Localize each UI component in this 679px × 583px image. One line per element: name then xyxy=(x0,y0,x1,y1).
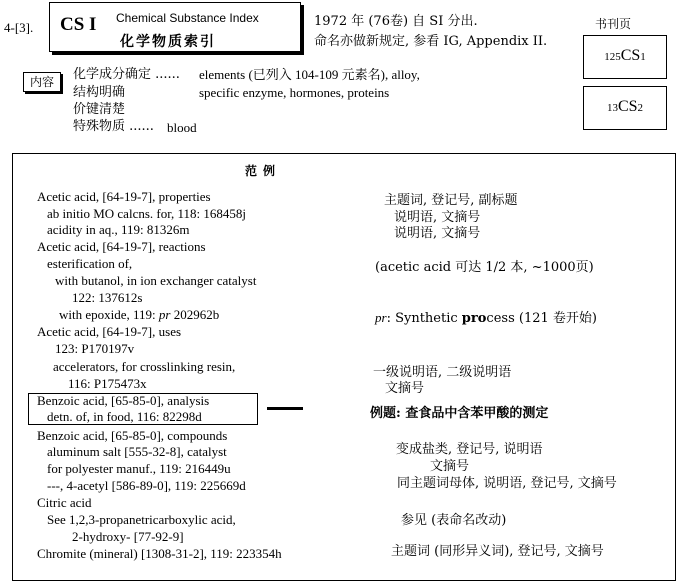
entry-line: esterification of, xyxy=(47,256,133,271)
entry-line: Acetic acid, [64-19-7], uses xyxy=(37,324,182,339)
note-text: : Synthetic xyxy=(386,311,462,326)
entry-line: Chromite (mineral) [1308-31-2], 119: 223354h xyxy=(37,546,282,561)
note-text-bold: pro xyxy=(461,311,487,326)
note-line: (acetic acid 可达 1/2 本, ~1000页) xyxy=(375,260,594,275)
content-note-2: specific enzyme, hormones, proteins xyxy=(199,85,390,100)
pr-note-marker: pr xyxy=(375,310,387,325)
title-chinese: 化学物质索引 xyxy=(120,34,216,50)
entry-line: aluminum salt [555-32-8], catalyst xyxy=(47,444,227,459)
abbr-title: CS I xyxy=(60,14,97,35)
page1-code: CS xyxy=(620,47,641,64)
page1-prefix: 125 xyxy=(604,51,621,63)
note-line: 说明语, 文摘号 xyxy=(394,226,481,241)
entry-line: 122: 137612s xyxy=(72,290,143,305)
note-text: cess (121 卷开始) xyxy=(486,311,597,326)
note-line: 变成盐类, 登记号, 说明语 xyxy=(396,442,543,457)
note-line: 文摘号 xyxy=(430,459,470,474)
entry-line: with butanol, in ion exchanger catalyst xyxy=(55,273,257,288)
section-number: 4-[3]. xyxy=(4,20,34,35)
entry-text: 202962b xyxy=(173,307,220,322)
page1-suffix: 1 xyxy=(640,51,646,63)
page-box-2 xyxy=(583,86,667,130)
entry-line: Benzoic acid, [65-85-0], compounds xyxy=(37,428,228,443)
content-note-1: elements (已列入 104-109 元素名), alloy, xyxy=(199,67,420,82)
note-line: 一级说明语, 二级说明语 xyxy=(373,365,512,380)
entry-line: detn. of, in food, 116: 82298d xyxy=(47,409,202,424)
pointer-line xyxy=(267,407,303,410)
content-item-3: 价键清楚 xyxy=(73,102,126,117)
entry-text: with epoxide, 119: xyxy=(59,307,156,322)
pr-marker: pr xyxy=(158,307,171,322)
page2-code: CS xyxy=(617,98,638,115)
note-line: 文摘号 xyxy=(385,381,425,396)
page-label: 书刊页 xyxy=(595,17,632,31)
entry-line: Acetic acid, [64-19-7], reactions xyxy=(37,239,206,254)
content-tag: 内容 xyxy=(23,72,61,92)
entry-line: for polyester manuf., 119: 216449u xyxy=(47,461,231,476)
entry-line: acidity in aq., 119: 81326m xyxy=(47,222,190,237)
example-title: 范例 xyxy=(245,164,282,178)
note-line: 同主题词母体, 说明语, 登记号, 文摘号 xyxy=(397,476,617,491)
page-box-1 xyxy=(583,35,667,79)
page2-suffix: 2 xyxy=(637,102,644,114)
title-english: Chemical Substance Index xyxy=(116,11,259,25)
note-line: 参见 (表命名改动) xyxy=(401,513,507,528)
entry-line: Acetic acid, [64-19-7], properties xyxy=(37,189,211,204)
entry-line: Citric acid xyxy=(37,495,92,510)
content-note-3: blood xyxy=(167,120,197,135)
entry-line: accelerators, for crosslinking resin, xyxy=(53,359,236,374)
content-item-4: 特殊物质 ...... xyxy=(73,119,154,134)
entry-line: Benzoic acid, [65-85-0], analysis xyxy=(37,393,210,408)
entry-line: ---, 4-acetyl [586-89-0], 119: 225669d xyxy=(47,478,246,493)
content-item-1: 化学成分确定 ...... xyxy=(73,67,180,82)
page2-prefix: 13 xyxy=(606,102,618,114)
entry-line: See 1,2,3-propanetricarboxylic acid, xyxy=(47,512,236,527)
note-line: 主题词, 登记号, 副标题 xyxy=(384,193,518,208)
note-line: 主题词 (同形异义词), 登记号, 文摘号 xyxy=(391,544,604,559)
content-item-2: 结构明确 xyxy=(73,85,126,100)
entry-line xyxy=(59,307,219,323)
note-line: 说明语, 文摘号 xyxy=(394,210,481,225)
header-note-line2: 命名亦做新规定, 参看 IG, Appendix II. xyxy=(314,34,548,49)
entry-line: 2-hydroxy- [77-92-9] xyxy=(72,529,184,544)
example-question: 例题: 查食品中含苯甲酸的测定 xyxy=(370,406,549,421)
entry-line: 123: P170197v xyxy=(55,341,135,356)
note-line xyxy=(375,307,597,326)
entry-line: 116: P175473x xyxy=(68,376,147,391)
entry-line: ab initio MO calcns. for, 118: 168458j xyxy=(47,206,247,221)
header-note-line1: 1972 年 (76卷) 自 SI 分出. xyxy=(314,14,478,29)
